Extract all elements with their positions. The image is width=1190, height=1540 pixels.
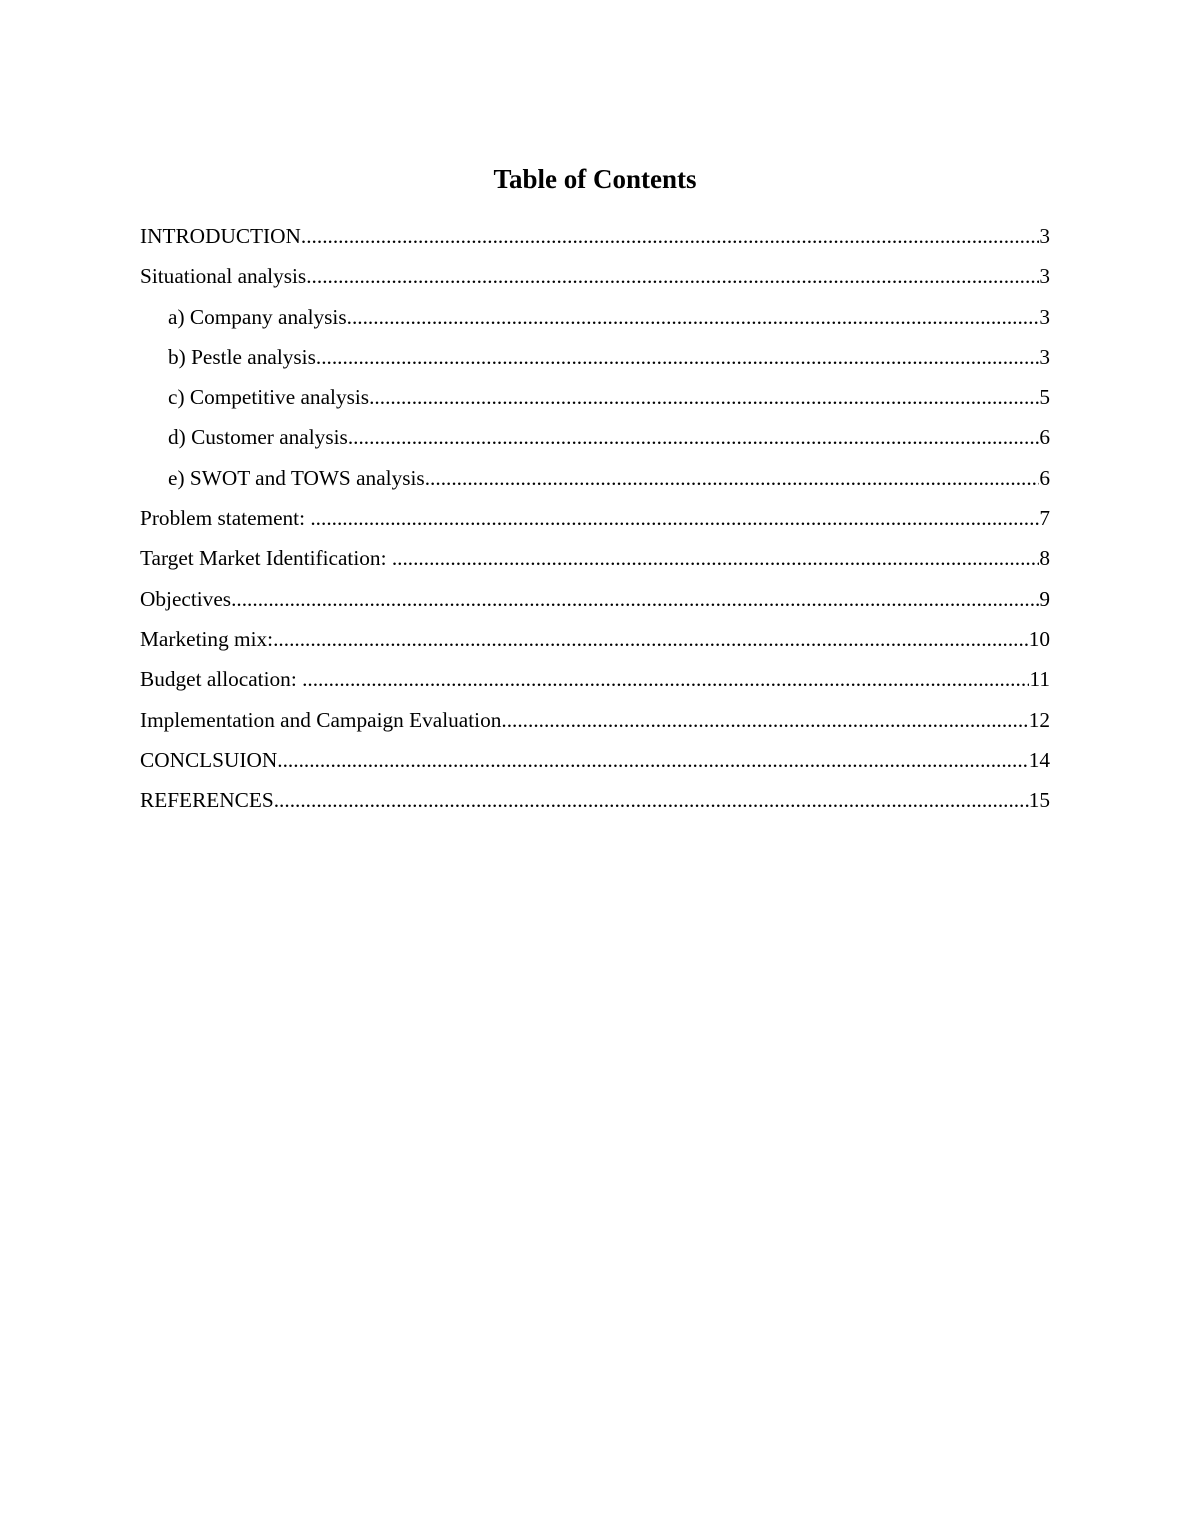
toc-entry-label: e) SWOT and TOWS analysis <box>168 465 425 490</box>
toc-entry-page: 3 <box>1039 304 1050 329</box>
toc-entry-customer-analysis[interactable] <box>140 418 1050 458</box>
toc-dot-leader <box>425 459 1040 497</box>
toc-entry-page: 5 <box>1039 385 1050 410</box>
toc-entry-pestle-analysis[interactable] <box>140 338 1050 378</box>
toc-entry-implementation-campaign-evaluation[interactable] <box>140 701 1050 741</box>
toc-entry-swot-tows-analysis[interactable] <box>140 459 1050 499</box>
toc-entry-label: REFERENCES <box>140 788 274 813</box>
toc-entry-conclusion[interactable] <box>140 741 1050 781</box>
toc-entry-label: Budget allocation: <box>140 667 303 692</box>
toc-entry-page: 7 <box>1039 506 1050 531</box>
toc-entry-label: a) Company analysis <box>168 304 347 329</box>
toc-dot-leader <box>301 217 1039 255</box>
toc-entry-introduction[interactable] <box>140 217 1050 257</box>
toc-title: Table of Contents <box>493 164 697 194</box>
toc-dot-leader <box>310 499 1039 537</box>
toc-dot-leader <box>277 741 1028 779</box>
toc-entry-page: 10 <box>1028 626 1050 651</box>
toc-entry-label: b) Pestle analysis <box>168 344 316 369</box>
toc-entry-page: 9 <box>1039 586 1050 611</box>
toc-entry-page: 12 <box>1028 707 1050 732</box>
toc-entry-page: 8 <box>1039 546 1050 571</box>
toc-entry-situational-analysis[interactable] <box>140 257 1050 297</box>
toc-entry-page: 14 <box>1028 747 1050 772</box>
toc-dot-leader <box>501 701 1028 739</box>
toc-dot-leader <box>274 781 1029 819</box>
toc-entry-label: Target Market Identification: <box>140 546 392 571</box>
toc-dot-leader <box>302 660 1029 698</box>
toc-entry-label: INTRODUCTION <box>140 224 301 248</box>
toc-dot-leader <box>273 620 1029 658</box>
toc-list <box>140 217 1050 821</box>
toc-entry-label: Marketing mix: <box>140 626 274 651</box>
toc-entry-marketing-mix[interactable] <box>140 620 1050 660</box>
toc-entry-page: 6 <box>1039 425 1050 450</box>
toc-entry-label: Implementation and Campaign Evaluation <box>140 707 502 732</box>
toc-entry-references[interactable] <box>140 781 1050 821</box>
toc-dot-leader <box>347 298 1040 336</box>
toc-dot-leader <box>348 418 1040 456</box>
toc-entry-page: 3 <box>1039 344 1050 369</box>
toc-entry-page: 3 <box>1039 264 1050 289</box>
toc-entry-label: c) Competitive analysis <box>168 385 370 410</box>
toc-entry-label: CONCLSUION <box>140 747 278 772</box>
toc-dot-leader <box>231 580 1039 618</box>
toc-entry-target-market-identification[interactable] <box>140 539 1050 579</box>
toc-entry-company-analysis[interactable] <box>140 298 1050 338</box>
toc-dot-leader <box>316 338 1039 376</box>
toc-dot-leader <box>369 378 1039 416</box>
toc-dot-leader <box>306 257 1039 295</box>
toc-entry-label: Situational analysis <box>140 264 307 289</box>
toc-entry-page: 6 <box>1039 465 1050 490</box>
toc-entry-problem-statement[interactable] <box>140 499 1050 539</box>
toc-entry-budget-allocation[interactable] <box>140 660 1050 700</box>
toc-entry-label: Objectives <box>140 586 232 611</box>
toc-entry-objectives[interactable] <box>140 580 1050 620</box>
toc-dot-leader <box>392 539 1040 577</box>
toc-entry-page: 15 <box>1028 788 1050 813</box>
toc-entry-competitive-analysis[interactable] <box>140 378 1050 418</box>
toc-entry-page: 11 <box>1029 667 1050 692</box>
toc-entry-label: d) Customer analysis <box>168 425 348 450</box>
toc-entry-label: Problem statement: <box>140 506 311 531</box>
toc-entry-page: 3 <box>1039 224 1050 248</box>
